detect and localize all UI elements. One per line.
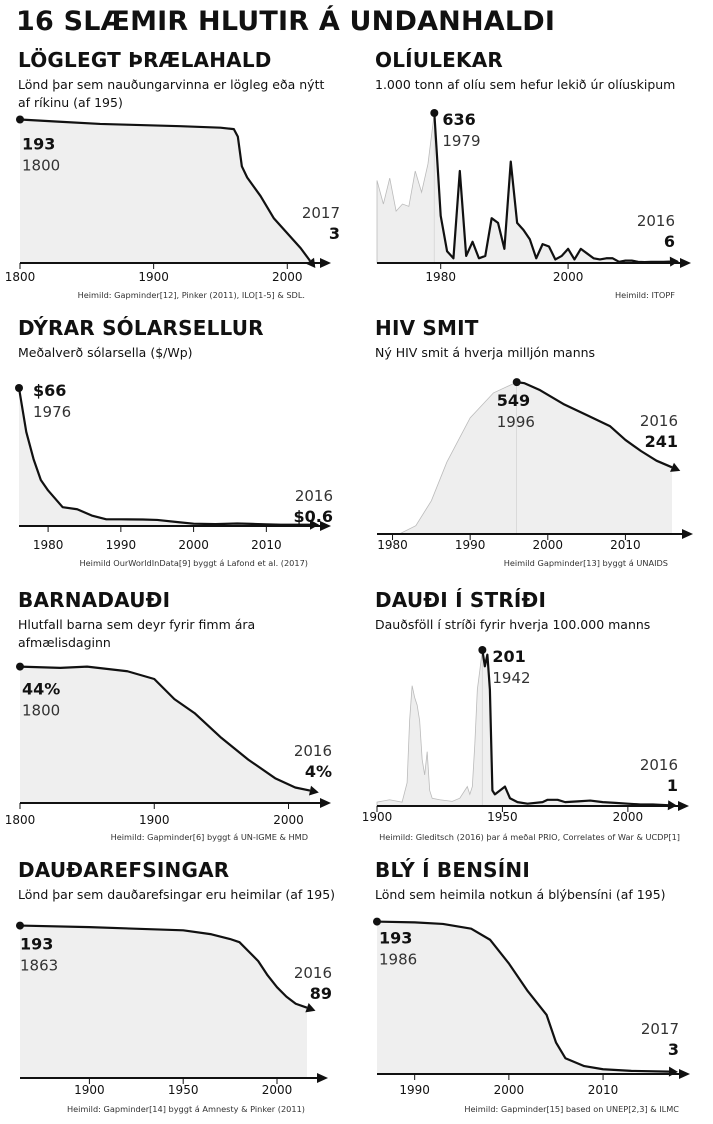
chart-subtitle: Hlutfall barna sem deyr fyrir fimm ára afmælisdaginn bbox=[18, 617, 256, 650]
x-tick-label: 1800 bbox=[4, 270, 36, 284]
start-value-label: 549 bbox=[496, 391, 531, 411]
end-value-label: 3 bbox=[667, 1040, 679, 1059]
x-tick-label: 1990 bbox=[454, 538, 486, 552]
x-tick-label: 1990 bbox=[105, 538, 137, 552]
chart-subtitle: Meðalverð sólarsella ($/Wp) bbox=[18, 345, 193, 360]
start-year-label: 1986 bbox=[379, 950, 418, 969]
chart-panel bbox=[372, 316, 713, 581]
chart-source: Heimild OurWorldInData[9] byggt á Lafond et al. (2017) bbox=[79, 558, 308, 568]
chart-svg bbox=[4, 48, 360, 313]
chart-panel bbox=[4, 588, 360, 853]
x-tick-label: 2000 bbox=[612, 810, 644, 824]
start-value-label: 636 bbox=[442, 110, 476, 129]
chart-svg bbox=[372, 858, 713, 1123]
x-tick-label: 2000 bbox=[178, 538, 209, 552]
end-year-label: 2016 bbox=[294, 487, 333, 505]
series-start-dot bbox=[513, 378, 521, 386]
x-axis-arrow bbox=[679, 1069, 690, 1079]
x-tick-label: 1980 bbox=[425, 270, 456, 284]
x-tick-label: 2000 bbox=[273, 813, 304, 827]
x-tick-label: 1900 bbox=[138, 813, 170, 827]
chart-source: Heimild: Gleditsch (2016) þar á meðal PRIO, Correlates of War & UCDP[1] bbox=[379, 832, 680, 842]
chart-title: HIV SMIT bbox=[375, 316, 479, 340]
chart-svg bbox=[372, 316, 713, 581]
chart-title: DAUÐAREFSINGAR bbox=[18, 858, 230, 882]
background-area bbox=[377, 113, 434, 263]
start-year-label: 1976 bbox=[33, 403, 72, 421]
series-end-arrow bbox=[670, 257, 679, 267]
x-axis-arrow bbox=[320, 258, 331, 268]
chart-subtitle: Ný HIV smit á hverja milljón manns bbox=[375, 345, 596, 360]
chart-svg bbox=[372, 48, 713, 313]
x-axis-arrow bbox=[680, 258, 691, 268]
chart-title: BARNADAUÐI bbox=[18, 588, 171, 612]
end-value-label: 3 bbox=[328, 224, 340, 243]
series-area bbox=[20, 926, 307, 1078]
x-tick-label: 1800 bbox=[4, 813, 36, 827]
end-year-label: 2017 bbox=[640, 1020, 679, 1038]
page-title: 16 SLÆMIR HLUTIR Á UNDANHALDI bbox=[16, 6, 556, 37]
series-start-dot bbox=[16, 922, 24, 930]
chart-panel bbox=[361, 588, 713, 853]
end-year-label: 2016 bbox=[639, 412, 678, 430]
x-axis-arrow bbox=[682, 529, 693, 539]
series-start-dot bbox=[16, 115, 24, 123]
x-tick-label: 1990 bbox=[399, 1083, 430, 1097]
start-year-label: 1942 bbox=[492, 669, 531, 687]
chart-panel bbox=[372, 858, 713, 1123]
x-tick-label: 1980 bbox=[377, 538, 408, 552]
series-start-dot bbox=[478, 646, 486, 654]
chart-svg bbox=[15, 858, 360, 1123]
chart-panel bbox=[15, 858, 360, 1123]
x-tick-label: 1980 bbox=[32, 538, 64, 552]
chart-title: DÝRAR SÓLARSELLUR bbox=[18, 316, 264, 340]
chart-svg bbox=[361, 588, 713, 853]
start-value-label: 201 bbox=[492, 647, 526, 666]
x-axis-arrow bbox=[317, 1073, 328, 1083]
chart-source: Heimild: Gapminder[15] based on UNEP[2,3] & ILMC bbox=[464, 1104, 679, 1114]
series-end-arrow bbox=[309, 786, 319, 796]
start-value-label: 193 bbox=[379, 928, 413, 948]
chart-source: Heimild: Gapminder[12], Pinker (2011), ILO[1-5] & SDL. bbox=[77, 290, 305, 300]
x-tick-label: 1950 bbox=[487, 810, 518, 824]
end-year-label: 2016 bbox=[293, 964, 332, 982]
series-start-dot bbox=[16, 663, 24, 671]
chart-source: Heimild: Gapminder[14] byggt á Amnesty & Pinker (2011) bbox=[66, 1104, 305, 1114]
chart-source: Heimild: ITOPF bbox=[614, 290, 675, 300]
chart-source: Heimild: Gapminder[6] byggt á UN-IGME & HMD bbox=[110, 832, 308, 842]
end-value-label: 89 bbox=[309, 984, 332, 1003]
x-axis-arrow bbox=[320, 798, 331, 808]
background-area bbox=[377, 650, 482, 806]
x-tick-label: 2000 bbox=[272, 270, 303, 284]
chart-panel bbox=[15, 316, 360, 581]
chart-subtitle: Dauðsföll í stríði fyrir hverja 100.000 manns bbox=[375, 617, 651, 632]
start-year-label: 1979 bbox=[442, 132, 481, 150]
chart-title: LÖGLEGT ÞRÆLAHALD bbox=[18, 48, 272, 72]
x-tick-label: 1900 bbox=[361, 810, 393, 824]
start-year-label: 1863 bbox=[20, 956, 59, 975]
start-year-label: 1800 bbox=[22, 701, 61, 720]
chart-subtitle: Lönd þar sem dauðarefsingar eru heimilar (af 195) bbox=[18, 887, 336, 902]
end-value-label: 241 bbox=[644, 432, 678, 451]
x-tick-label: 2000 bbox=[532, 538, 564, 552]
end-year-label: 2016 bbox=[293, 742, 332, 760]
series-start-dot bbox=[373, 918, 381, 926]
x-tick-label: 2010 bbox=[251, 538, 282, 552]
chart-panel bbox=[372, 48, 713, 313]
chart-svg bbox=[4, 588, 360, 853]
end-value-label: $0.6 bbox=[293, 507, 333, 526]
start-value-label: 44% bbox=[22, 679, 61, 699]
chart-title: BLÝ Í BENSÍNI bbox=[375, 858, 530, 882]
x-axis-arrow bbox=[678, 801, 689, 811]
x-tick-label: 2000 bbox=[261, 1083, 293, 1097]
x-tick-label: 2000 bbox=[552, 270, 584, 284]
series-start-dot bbox=[15, 384, 23, 392]
series-area bbox=[377, 922, 669, 1074]
end-value-label: 4% bbox=[304, 762, 332, 781]
chart-source: Heimild Gapminder[13] byggt á UNAIDS bbox=[503, 558, 668, 568]
start-year-label: 1996 bbox=[496, 413, 535, 432]
end-value-label: 6 bbox=[663, 232, 675, 251]
chart-title: OLÍULEKAR bbox=[375, 48, 504, 72]
x-tick-label: 2010 bbox=[587, 1083, 619, 1097]
chart-subtitle: 1.000 tonn af olíu sem hefur lekið úr olíuskipum bbox=[375, 77, 676, 92]
end-year-label: 2016 bbox=[636, 212, 675, 230]
series-end-arrow bbox=[669, 1067, 678, 1077]
x-tick-label: 1900 bbox=[74, 1083, 105, 1097]
start-value-label: 193 bbox=[22, 134, 56, 154]
end-value-label: 1 bbox=[666, 776, 678, 795]
chart-title: DAUÐI Í STRÍÐI bbox=[375, 588, 547, 612]
series-area bbox=[517, 382, 672, 534]
x-tick-label: 1950 bbox=[167, 1083, 199, 1097]
series-area bbox=[20, 119, 310, 263]
series-start-dot bbox=[430, 109, 438, 117]
start-value-label: 193 bbox=[20, 934, 54, 954]
end-year-label: 2017 bbox=[301, 204, 340, 222]
chart-svg bbox=[15, 316, 360, 581]
chart-subtitle: Lönd þar sem nauðungarvinna er lögleg eða nýtt af ríkinu (af 195) bbox=[18, 77, 325, 110]
end-year-label: 2016 bbox=[639, 756, 678, 774]
series-end-arrow bbox=[668, 800, 677, 810]
start-year-label: 1800 bbox=[22, 156, 61, 175]
chart-subtitle: Lönd sem heimila notkun á blýbensíni (af 195) bbox=[375, 887, 666, 902]
chart-panel bbox=[4, 48, 360, 313]
x-tick-label: 2000 bbox=[493, 1083, 525, 1097]
x-tick-label: 2010 bbox=[610, 538, 641, 552]
series-area bbox=[20, 667, 310, 803]
start-value-label: $66 bbox=[33, 381, 67, 400]
x-tick-label: 1900 bbox=[138, 270, 169, 284]
